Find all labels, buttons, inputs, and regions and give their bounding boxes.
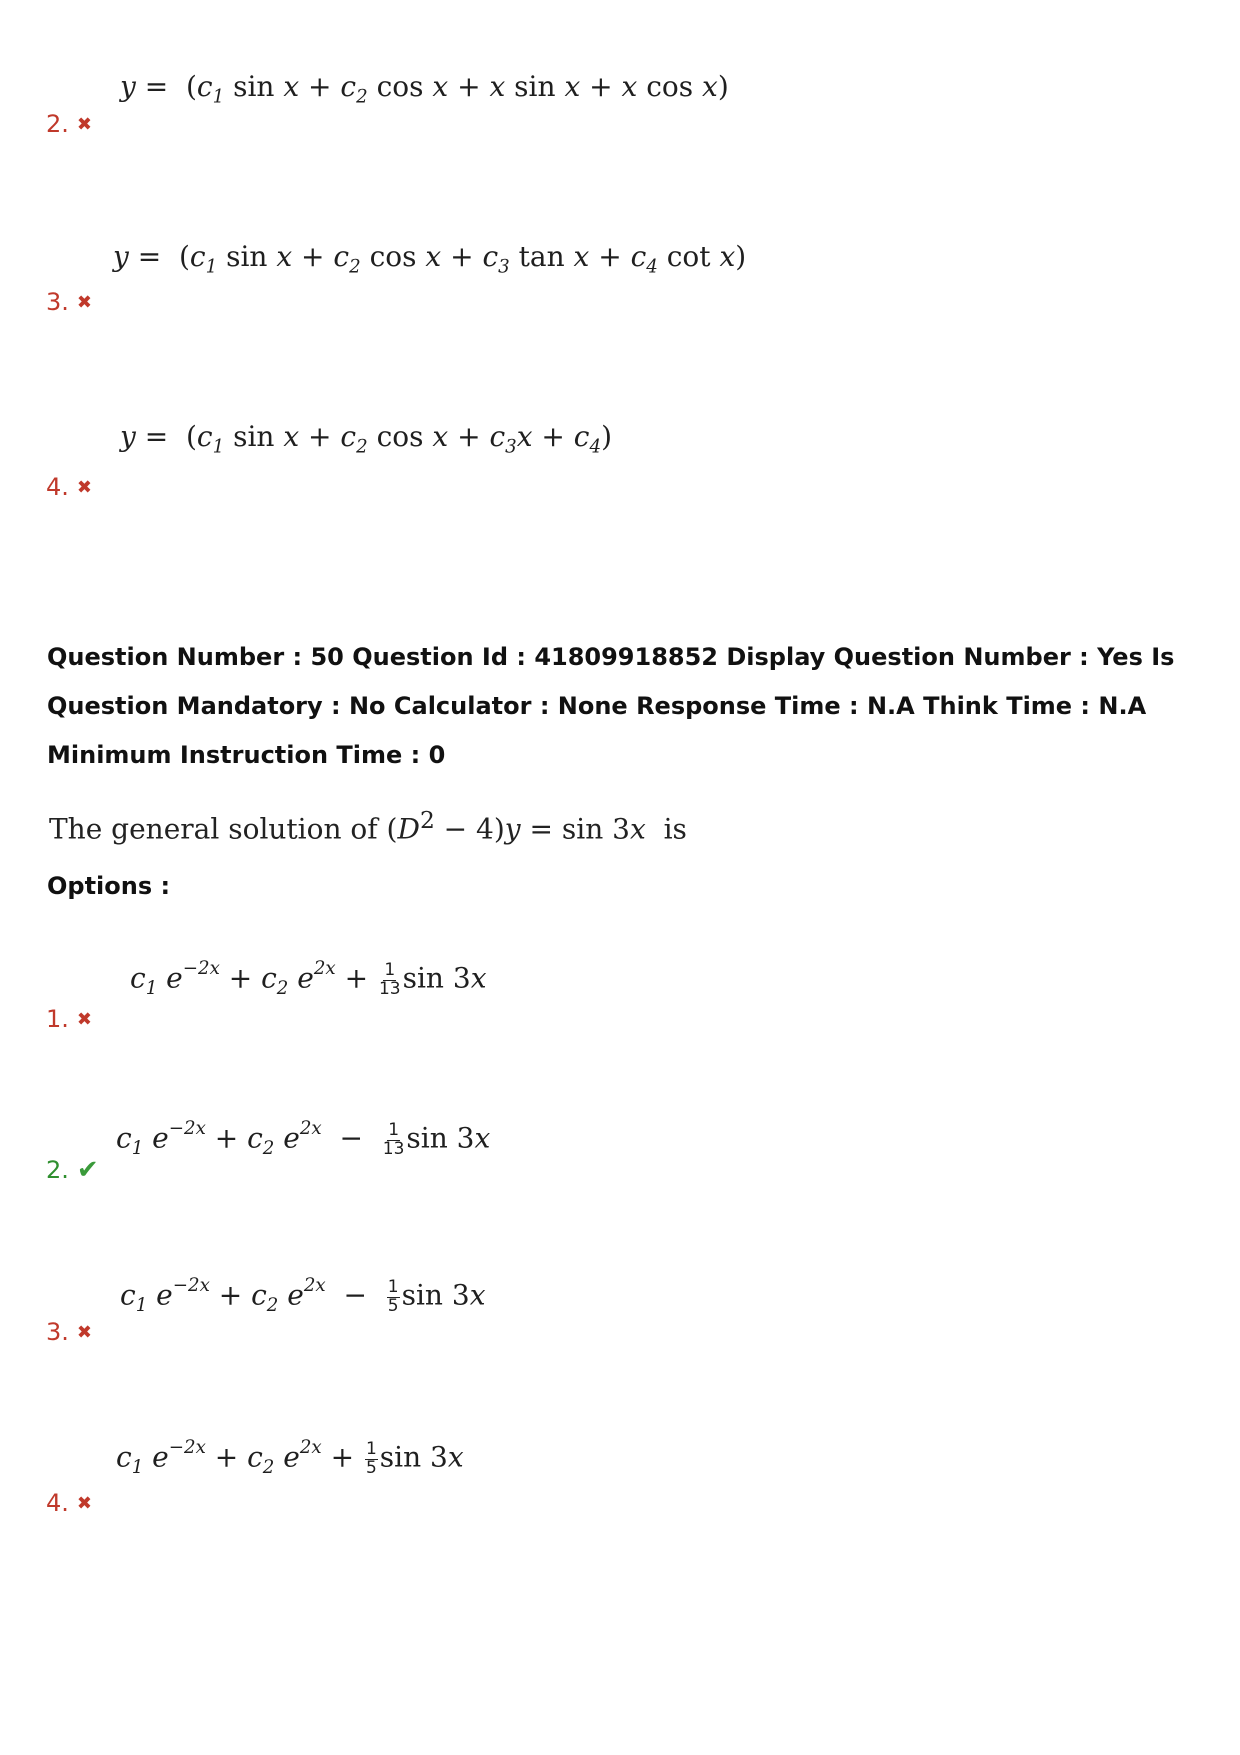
prev-option-2-number: 2. ✖ [46, 110, 92, 138]
wrong-mark-icon: ✖ [76, 1492, 92, 1514]
option-2-formula: $c_1$ $e^{-2x} + c_2$ $e^{2x}$ − $\frac{1}{13}$ sin 3x [116, 1118, 491, 1159]
option-4-number: 4. ✖ [46, 1489, 92, 1517]
prev-option-2-formula: $y = (c_1$ $\sin x + c_2$ cos x + x sin x + x cos x) [120, 70, 729, 108]
wrong-mark-icon: ✖ [76, 1008, 92, 1030]
wrong-mark-icon: ✖ [76, 1321, 92, 1343]
prev-option-3-number: 3. ✖ [46, 288, 92, 316]
prev-option-3-formula: $y = (c_1$ $\sin x + c_2$ $\cos x + c_3$ $\tan x + c_4$ cot x) [113, 240, 747, 278]
prev-option-4-formula: $y = (c_1$ $\sin x + c_2$ $\cos x + c_3x + c_4$) [120, 420, 612, 458]
wrong-mark-icon: ✖ [76, 291, 92, 313]
options-label: Options : [47, 872, 171, 900]
prev-option-4-number: 4. ✖ [46, 473, 92, 501]
option-4-fraction: $\frac{1}{5}$ [365, 1438, 377, 1478]
option-1-fraction: $\frac{1}{13}$ [378, 959, 401, 999]
option-3-fraction: $\frac{1}{5}$ [387, 1276, 399, 1316]
option-1-number: 1. ✖ [46, 1005, 92, 1033]
question-meta: Question Number : 50 Question Id : 41809918852 Display Question Number : Yes Is Question Mandatory : No Calculator : None Response Time : N.A Think Time : N.A Minimum Instruction Time : 0 [47, 643, 1175, 769]
option-2-number: 2. ✔ [46, 1155, 99, 1185]
option-3-formula: $c_1$ $e^{-2x} + c_2$ $e^{2x}$ − $\frac{1}{5}$ sin 3x [120, 1275, 486, 1316]
option-1-formula: $c_1$ $e^{-2x} + c_2$ $e^{2x}$ + $\frac{1}{13}$ sin 3x [130, 958, 487, 999]
option-4-formula: $c_1$ $e^{-2x} + c_2$ $e^{2x}$ + $\frac{1}{5}$ sin 3x [116, 1437, 464, 1478]
correct-check-icon: ✔ [76, 1155, 99, 1185]
option-2-fraction: $\frac{1}{13}$ [382, 1119, 405, 1159]
wrong-mark-icon: ✖ [76, 476, 92, 498]
question-stem: The general solution of $(D^2 - 4)y = \sin 3x$ is [49, 806, 687, 846]
wrong-mark-icon: ✖ [76, 113, 92, 135]
option-3-number: 3. ✖ [46, 1318, 92, 1346]
